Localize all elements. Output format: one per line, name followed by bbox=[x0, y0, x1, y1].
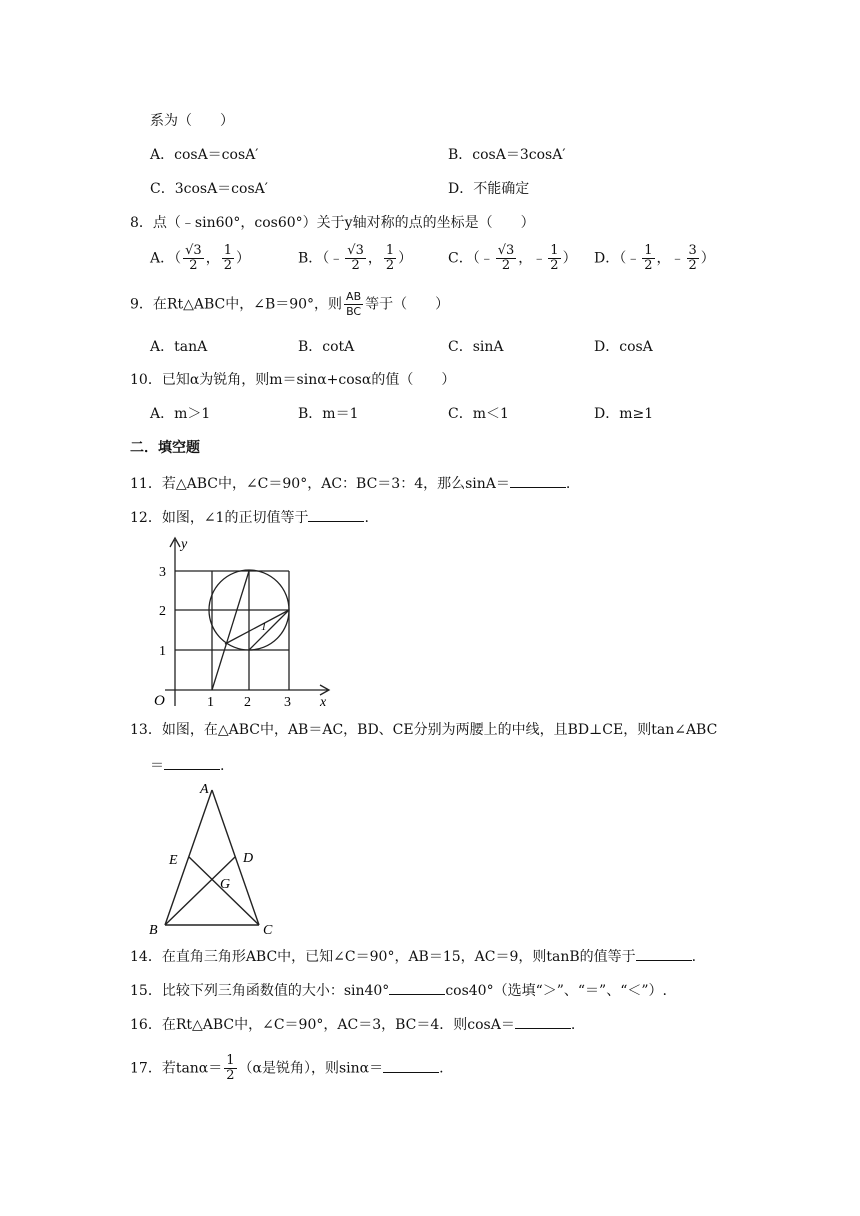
q10-option-d: D．m≥1 bbox=[594, 406, 654, 422]
q11-text bbox=[130, 473, 570, 493]
q12-text-pre: 12．如图，∠1的正切值等于 bbox=[130, 510, 309, 526]
answer-blank[interactable] bbox=[636, 946, 692, 961]
answer-blank[interactable] bbox=[164, 755, 220, 770]
point-label-d: D bbox=[243, 851, 254, 866]
q8-option-b: B．（﹣ $\frac{√3}{2}$ ， $\frac{1}{2}$ ） bbox=[298, 243, 413, 273]
q9-option-c: C．sinA bbox=[448, 339, 504, 355]
q17-text-mid: （α是锐角），则sinα＝ bbox=[238, 1060, 384, 1077]
y-tick-3: 3 bbox=[159, 565, 166, 580]
x-denominator: 2 bbox=[501, 258, 511, 273]
q17-text bbox=[130, 1054, 444, 1083]
y-fraction bbox=[687, 244, 699, 273]
x-denominator: 2 bbox=[644, 258, 653, 273]
q9-frac-denominator: BC bbox=[346, 305, 362, 318]
y-fraction bbox=[384, 244, 396, 273]
q12-figure bbox=[145, 534, 335, 712]
option-label: D． bbox=[594, 250, 620, 267]
x-sign: ﹣ bbox=[479, 250, 494, 267]
q12-text bbox=[130, 507, 369, 527]
x-axis-label: x bbox=[320, 695, 327, 710]
x-denominator: 2 bbox=[351, 258, 360, 273]
y-sign: ﹣ bbox=[532, 250, 547, 267]
x-fraction bbox=[642, 244, 654, 273]
answer-blank[interactable] bbox=[383, 1058, 439, 1073]
axes bbox=[165, 538, 329, 706]
y-sign: ﹣ bbox=[670, 250, 685, 267]
x-sign: ﹣ bbox=[329, 250, 344, 267]
q14-text bbox=[130, 946, 696, 966]
q12-text-post: . bbox=[364, 510, 369, 526]
y-numerator: 1 bbox=[550, 243, 559, 258]
q15-text-pre: 15．比较下列三角函数值的大小：sin40° bbox=[130, 983, 390, 999]
figure-segments bbox=[212, 571, 289, 690]
option-label: C． bbox=[448, 250, 473, 267]
q14-text-pre: 14．在直角三角形ABC中，已知∠C＝90°，AB＝15，AC＝9，则tanB的值等于 bbox=[130, 949, 636, 965]
q7-option-a: A．cosA＝cosA′ bbox=[150, 147, 259, 163]
y-numerator: 3 bbox=[688, 243, 697, 258]
answer-blank[interactable] bbox=[510, 473, 566, 488]
q8-option-a: A．（ $\frac{√3}{2}$ ， $\frac{1}{2}$ ） bbox=[150, 243, 250, 273]
q17-frac-denominator: 2 bbox=[226, 1068, 235, 1083]
q7-stem-continuation: 系为（ ） bbox=[150, 113, 234, 129]
q11-text-post: . bbox=[565, 476, 571, 492]
y-denominator: 2 bbox=[223, 258, 232, 273]
x-tick-3: 3 bbox=[284, 695, 291, 710]
q10-option-b: B．m＝1 bbox=[298, 406, 359, 422]
q17-text-post: . bbox=[439, 1060, 444, 1077]
option-label: B． bbox=[298, 250, 323, 267]
q10-stem: 10．已知α为锐角，则m＝sinα+cosα的值（ ） bbox=[130, 372, 456, 388]
answer-blank[interactable] bbox=[515, 1014, 571, 1029]
q8-option-c: C．（﹣ $\frac{√3}{2}$ ，﹣ $\frac{1}{2}$ ） bbox=[448, 243, 577, 273]
q16-text-pre: 16．在Rt△ABC中，∠C＝90°，AC＝3，BC＝4．则cosA＝ bbox=[130, 1017, 515, 1033]
vertex-label-b: B bbox=[149, 923, 158, 938]
q17-text-pre: 17．若tanα＝ bbox=[130, 1060, 223, 1077]
section-heading: 二．填空题 bbox=[130, 440, 200, 456]
q17-fraction bbox=[224, 1054, 236, 1083]
q8-option-d: D．（﹣ $\frac{1}{2}$ ，﹣ $\frac{3}{2}$ ） bbox=[594, 243, 715, 273]
y-denominator: 2 bbox=[385, 258, 395, 273]
answer-blank[interactable] bbox=[389, 980, 445, 995]
q13-text2-post: . bbox=[220, 758, 225, 774]
vertex-label-a: A bbox=[200, 782, 209, 797]
q7-option-d: D．不能确定 bbox=[448, 181, 530, 197]
q16-text-post: . bbox=[570, 1017, 576, 1033]
x-denominator: 2 bbox=[189, 258, 198, 273]
x-numerator: 1 bbox=[644, 243, 653, 258]
x-sign: ﹣ bbox=[626, 250, 641, 267]
x-tick-2: 2 bbox=[244, 695, 251, 710]
q9-option-a: A．tanA bbox=[150, 339, 208, 355]
q9-frac-numerator: AB bbox=[346, 290, 362, 303]
answer-blank[interactable] bbox=[308, 507, 364, 522]
point-label-g: G bbox=[220, 877, 231, 892]
q15-text-post: cos40°（选填“＞”、“＝”、“＜”）. bbox=[445, 983, 667, 999]
x-numerator: √3 bbox=[185, 243, 202, 258]
x-numerator: √3 bbox=[497, 243, 515, 258]
q13-figure bbox=[145, 780, 275, 938]
q9-stem-post: 等于（ ） bbox=[365, 296, 450, 313]
x-fraction bbox=[183, 244, 204, 273]
q7-option-b: B．cosA＝3cosA′ bbox=[448, 147, 566, 163]
q9-fraction bbox=[344, 290, 363, 319]
grid-lines bbox=[175, 571, 289, 690]
y-tick-1: 1 bbox=[159, 644, 166, 659]
x-tick-1: 1 bbox=[207, 695, 214, 710]
q10-option-a: A．m＞1 bbox=[150, 406, 211, 422]
q15-text bbox=[130, 980, 667, 1000]
q9-option-b: B．cotA bbox=[298, 339, 355, 355]
q11-text-pre: 11．若△ABC中，∠C＝90°，AC：BC＝3：4，那么sinA＝ bbox=[130, 476, 510, 492]
origin-label: O bbox=[154, 693, 165, 709]
x-fraction bbox=[496, 244, 517, 273]
x-numerator: √3 bbox=[347, 243, 364, 258]
q10-option-c: C．m＜1 bbox=[448, 406, 509, 422]
q9-stem bbox=[130, 290, 449, 319]
vertex-label-c: C bbox=[263, 923, 273, 938]
y-denominator: 2 bbox=[688, 258, 697, 273]
q9-stem-pre: 9．在Rt△ABC中，∠B＝90°，则 bbox=[130, 296, 343, 313]
q8-stem: 8．点（﹣sin60°，cos60°）关于y轴对称的点的坐标是（ ） bbox=[130, 215, 535, 231]
y-denominator: 2 bbox=[550, 258, 559, 273]
q16-text bbox=[130, 1014, 575, 1034]
y-numerator: 1 bbox=[223, 243, 232, 258]
q13-text-line2 bbox=[150, 755, 224, 775]
q17-frac-numerator: 1 bbox=[226, 1053, 235, 1068]
y-fraction bbox=[548, 244, 560, 273]
angle-label: 1 bbox=[261, 621, 267, 633]
q13-text: 13．如图，在△ABC中，AB＝AC，BD、CE分别为两腰上的中线，且BD⊥CE，则tan∠ABC bbox=[130, 722, 718, 738]
y-numerator: 1 bbox=[385, 243, 395, 258]
q9-option-d: D．cosA bbox=[594, 339, 653, 355]
q7-option-c: C．3cosA＝cosA′ bbox=[150, 181, 268, 197]
y-fraction bbox=[222, 244, 234, 273]
x-fraction bbox=[345, 244, 366, 273]
q13-text2-pre: ＝ bbox=[150, 758, 164, 774]
y-axis-label: y bbox=[181, 537, 188, 552]
q14-text-post: . bbox=[691, 949, 697, 965]
option-label: A． bbox=[150, 250, 175, 267]
point-label-e: E bbox=[169, 853, 178, 868]
y-tick-2: 2 bbox=[159, 604, 166, 619]
